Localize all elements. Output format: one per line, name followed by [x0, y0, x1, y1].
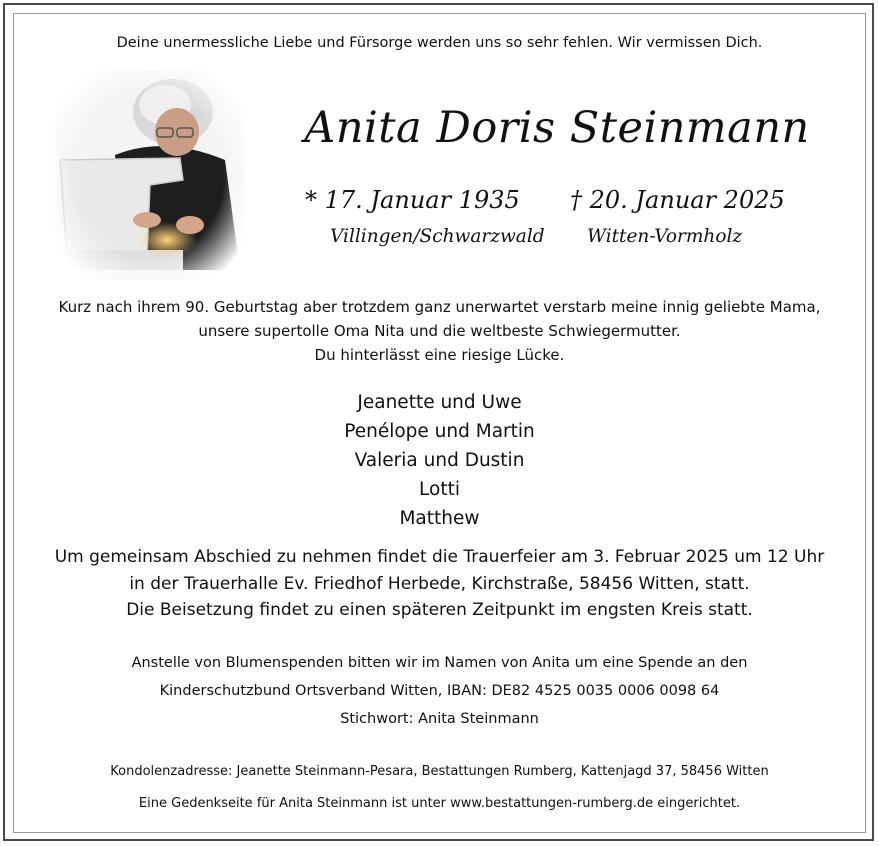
donation-line: Anstelle von Blumenspenden bitten wir im Namen von Anita um eine Spende an den [131, 655, 748, 671]
condolence-address: Kondolenzadresse: Jeanette Steinmann-Pesara, Bestattungen Rumberg, Kattenjagd 37, 58456 Witten [110, 764, 769, 779]
ceremony-line: in der Trauerhalle Ev. Friedhof Herbede, Kirchstraße, 58456 Witten, statt. [129, 574, 750, 594]
relative-name: Penélope und Martin [344, 421, 535, 442]
portrait-photo [55, 70, 245, 280]
relative-name: Lotti [419, 479, 460, 500]
donation-keyword: Stichwort: Anita Steinmann [340, 711, 539, 727]
ceremony-line: Die Beisetzung findet zu einen späteren Zeitpunkt im engsten Kreis statt. [126, 600, 753, 620]
death-date: † 20. Januar 2025 [570, 186, 785, 214]
relative-name: Matthew [399, 508, 480, 529]
intro-line: Kurz nach ihrem 90. Geburtstag aber trotzdem ganz unerwartet verstarb meine innig geliebte Mama, [58, 298, 821, 316]
intro-line: Du hinterlässt eine riesige Lücke. [314, 346, 565, 364]
memorial-page-note: Eine Gedenkseite für Anita Steinmann ist unter www.bestattungen-rumberg.de eingerichtet. [138, 796, 741, 811]
donation-iban: Kinderschutzbund Ortsverband Witten, IBAN: DE82 4525 0035 0006 0098 64 [159, 683, 720, 699]
intro-line: unsere supertolle Oma Nita und die weltbeste Schwiegermutter. [198, 322, 681, 340]
relative-name: Valeria und Dustin [354, 450, 525, 471]
birth-date: * 17. Januar 1935 [305, 186, 520, 214]
relative-name: Jeanette und Uwe [357, 392, 522, 413]
death-place: Witten-Vormholz [587, 226, 743, 247]
deceased-name: Anita Doris Steinmann [304, 103, 810, 153]
ceremony-line: Um gemeinsam Abschied zu nehmen findet die Trauerfeier am 3. Februar 2025 um 12 Uhr [54, 547, 825, 567]
birth-place: Villingen/Schwarzwald [330, 226, 545, 247]
motto-text: Deine unermessliche Liebe und Fürsorge werden uns so sehr fehlen. Wir vermissen Dich. [116, 35, 763, 51]
